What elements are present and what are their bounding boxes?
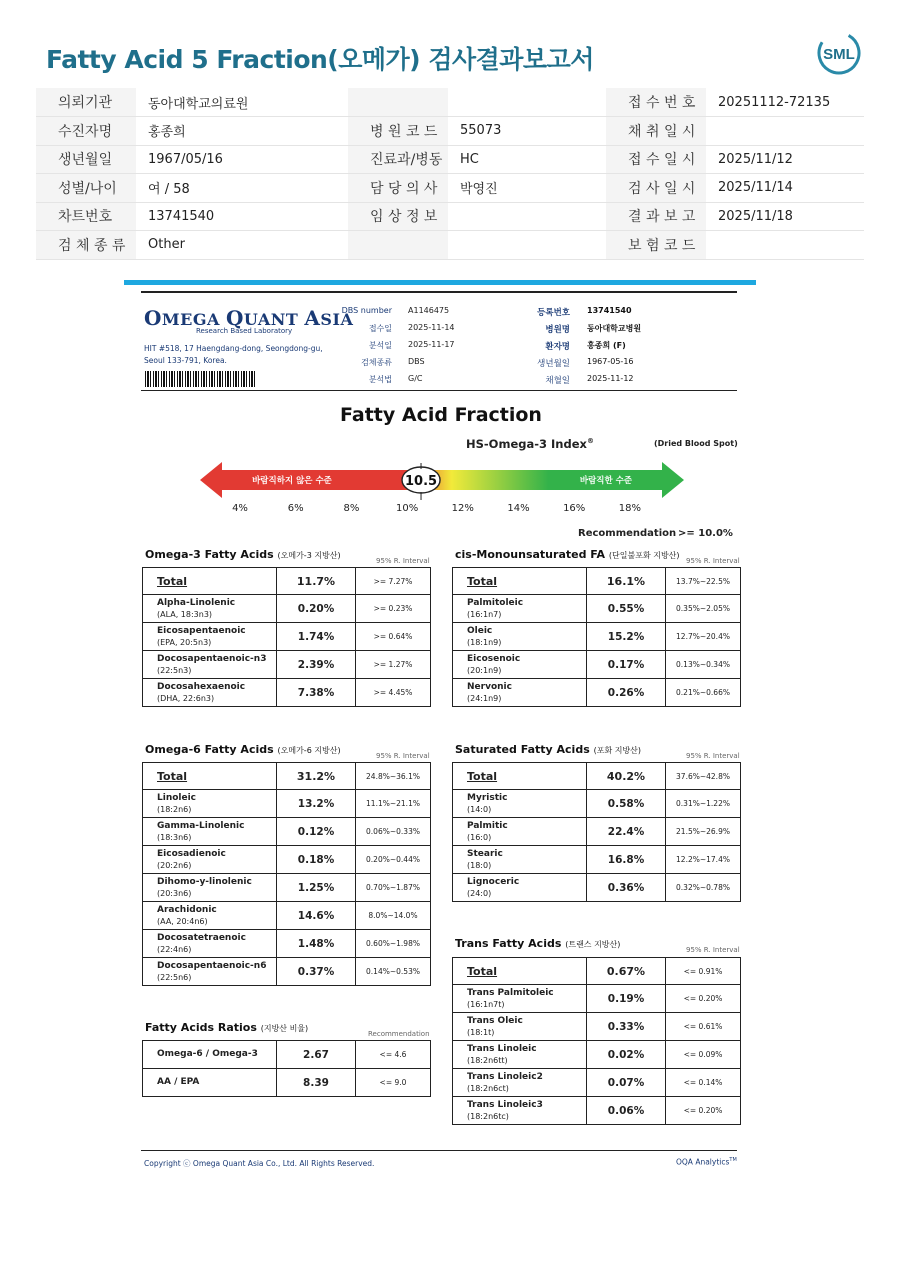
fatty-acid-value: 1.74% xyxy=(277,623,356,651)
scale-left-label: 바람직하지 않은 수준 xyxy=(252,476,332,486)
meta-label: 등록번호 xyxy=(537,308,570,318)
fatty-acid-range: 0.35%~2.05% xyxy=(666,595,741,623)
info-row xyxy=(36,88,864,117)
fatty-acid-label: Trans Palmitoleic xyxy=(467,987,554,998)
fatty-acid-label: Eicosenoic xyxy=(467,653,521,664)
omega3-title xyxy=(145,548,341,561)
meta-value: G/C xyxy=(408,374,423,383)
fatty-acid-code: (18:2n6) xyxy=(157,804,192,814)
info-row xyxy=(36,145,864,174)
scale-tick-label: 12% xyxy=(451,503,474,514)
table-row xyxy=(143,1069,431,1097)
fatty-acid-label: Nervonic xyxy=(467,681,512,692)
meta-label: 병원명 xyxy=(545,325,570,335)
ri-label: 95% R. Interval xyxy=(686,557,740,565)
fatty-acid-label: Oleic xyxy=(467,625,493,636)
fatty-acid-name xyxy=(453,651,587,679)
blue-divider xyxy=(124,280,756,285)
info-value xyxy=(706,231,864,260)
chart-title: Fatty Acid Fraction xyxy=(340,404,542,426)
lab-address-line-2: Seoul 133-791, Korea. xyxy=(144,356,227,365)
recommendation-label: Recommendation xyxy=(578,528,677,539)
meta-label: 환자명 xyxy=(545,342,570,352)
fatty-acid-range: <= 0.61% xyxy=(666,1013,741,1041)
fatty-acid-name xyxy=(453,985,587,1013)
sml-logo xyxy=(816,30,862,76)
fatty-acid-name xyxy=(453,623,587,651)
fatty-acid-value: 2.67 xyxy=(277,1041,356,1069)
table-row xyxy=(143,1041,431,1069)
fatty-acid-code: (DHA, 22:6n3) xyxy=(157,693,215,703)
info-label: 병 원 코 드 xyxy=(348,117,448,146)
fatty-acid-value: 15.2% xyxy=(587,623,666,651)
table-row xyxy=(453,874,741,902)
sml-logo-text: SML xyxy=(823,46,855,63)
fatty-acid-name xyxy=(143,623,277,651)
index-value: 10.5 xyxy=(404,474,438,489)
total-label: Total xyxy=(143,568,277,595)
ri-label: 95% R. Interval xyxy=(376,752,430,760)
scale-tick-label: 18% xyxy=(618,503,641,514)
index-value-marker xyxy=(402,463,440,500)
table-row xyxy=(143,623,431,651)
fatty-acid-label: Linoleic xyxy=(157,792,197,803)
meta-value: DBS xyxy=(408,357,425,366)
meta-label: 분석법 xyxy=(368,375,392,384)
fatty-acid-name xyxy=(453,1041,587,1069)
info-value: 박영진 xyxy=(448,174,606,203)
table-row xyxy=(143,846,431,874)
fatty-acid-range: 0.13%~0.34% xyxy=(666,651,741,679)
meta-value: 2025-11-14 xyxy=(408,323,455,332)
fatty-acid-range: 8.0%~14.0% xyxy=(356,902,431,930)
info-value: 2025/11/12 xyxy=(706,145,864,174)
fatty-acid-value: 13.2% xyxy=(277,790,356,818)
scale-tick-label: 4% xyxy=(232,503,248,514)
scale-tick-label: 16% xyxy=(563,503,586,514)
table-row xyxy=(453,846,741,874)
ri-label: 95% R. Interval xyxy=(686,752,740,760)
table-row xyxy=(143,818,431,846)
fatty-acid-label: Eicosadienoic xyxy=(157,848,226,859)
meta-label: 검체종류 xyxy=(361,358,392,367)
info-label: 검 사 일 시 xyxy=(606,174,706,203)
fatty-acid-code: (AA, 20:4n6) xyxy=(157,916,208,926)
scale-right-label: 바람직한 수준 xyxy=(579,476,633,486)
meta-value: 13741540 xyxy=(587,306,632,315)
fatty-acid-range: <= 0.20% xyxy=(666,985,741,1013)
info-label xyxy=(348,88,448,117)
fatty-acid-code: (20:1n9) xyxy=(467,665,502,675)
fatty-acid-range: >= 0.23% xyxy=(356,595,431,623)
fatty-acid-range: >= 4.45% xyxy=(356,679,431,707)
omega6-title-text: Omega-6 Fatty Acids xyxy=(145,743,274,756)
table-row xyxy=(453,623,741,651)
fatty-acid-value: 0.19% xyxy=(587,985,666,1013)
fatty-acid-value: 0.36% xyxy=(587,874,666,902)
info-value: 20251112-72135 xyxy=(706,88,864,117)
omega3-title-text: Omega-3 Fatty Acids xyxy=(145,548,274,561)
table-row xyxy=(453,651,741,679)
fatty-acid-range: 21.5%~26.9% xyxy=(666,818,741,846)
saturated-title xyxy=(455,743,641,756)
fatty-acid-name xyxy=(453,1097,587,1125)
meta-label: 접수일 xyxy=(368,324,392,333)
fatty-acid-label: Stearic xyxy=(467,848,503,859)
fatty-acid-range: 0.06%~0.33% xyxy=(356,818,431,846)
total-range: 24.8%~36.1% xyxy=(356,763,431,790)
info-value: 여 / 58 xyxy=(136,174,348,203)
fatty-acid-label: Lignoceric xyxy=(467,876,520,887)
table-row xyxy=(143,930,431,958)
table-row xyxy=(453,1013,741,1041)
info-label: 임 상 정 보 xyxy=(348,202,448,231)
meta-value: 1967-05-16 xyxy=(587,357,634,366)
fatty-acid-value: 0.06% xyxy=(587,1097,666,1125)
total-value: 40.2% xyxy=(587,763,666,790)
ratios-table xyxy=(142,1040,431,1097)
fatty-acid-name xyxy=(143,846,277,874)
total-row xyxy=(453,958,741,985)
scale-tick-label: 6% xyxy=(287,503,304,514)
fatty-acid-name xyxy=(143,874,277,902)
fatty-acid-value: 0.37% xyxy=(277,958,356,986)
fatty-acid-label: Trans Linoleic xyxy=(467,1043,537,1054)
fatty-acid-value: 16.8% xyxy=(587,846,666,874)
fatty-acid-value: 0.26% xyxy=(587,679,666,707)
ratios-title xyxy=(145,1021,308,1034)
total-label: Total xyxy=(453,763,587,790)
fatty-acid-value: 0.12% xyxy=(277,818,356,846)
total-row xyxy=(143,568,431,595)
total-range: 13.7%~22.5% xyxy=(666,568,741,595)
info-row xyxy=(36,202,864,231)
total-row xyxy=(453,763,741,790)
fatty-acid-value: 1.25% xyxy=(277,874,356,902)
fatty-acid-label: Myristic xyxy=(467,792,508,803)
omega3-title-sub: (오메가-3 지방산) xyxy=(277,551,341,560)
fatty-acid-code: (EPA, 20:5n3) xyxy=(157,637,212,647)
fatty-acid-range: 12.2%~17.4% xyxy=(666,846,741,874)
recommendation-value: >= 10.0% xyxy=(678,528,733,539)
fatty-acid-code: (16:1n7) xyxy=(467,609,502,619)
info-row xyxy=(36,231,864,260)
info-value: 13741540 xyxy=(136,202,348,231)
scale-tick-label: 14% xyxy=(507,503,530,514)
fatty-acid-label: Arachidonic xyxy=(157,904,217,915)
lab-subtitle: Research Based Laboratory xyxy=(196,327,293,335)
barcode xyxy=(145,371,257,387)
fatty-acid-code: (16:0) xyxy=(467,832,492,842)
fatty-acid-code: (14:0) xyxy=(467,804,492,814)
fatty-acid-name xyxy=(453,846,587,874)
fatty-acid-range: 0.70%~1.87% xyxy=(356,874,431,902)
table-row xyxy=(453,679,741,707)
fatty-acid-range: <= 9.0 xyxy=(356,1069,431,1097)
fatty-acid-range: 0.31%~1.22% xyxy=(666,790,741,818)
info-value: 홍종희 xyxy=(136,117,348,146)
table-row xyxy=(143,595,431,623)
info-label: 결 과 보 고 xyxy=(606,202,706,231)
fatty-acid-code: (18:2n6tc) xyxy=(467,1111,509,1121)
table-row xyxy=(143,651,431,679)
total-value: 11.7% xyxy=(277,568,356,595)
fatty-acid-code: (18:2n6ct) xyxy=(467,1083,509,1093)
info-label: 보 험 코 드 xyxy=(606,231,706,260)
info-value: 55073 xyxy=(448,117,606,146)
saturated-table xyxy=(452,762,741,902)
info-value xyxy=(448,88,606,117)
fatty-acid-name xyxy=(453,790,587,818)
fatty-acid-value: 0.33% xyxy=(587,1013,666,1041)
omega3-index-scale xyxy=(196,458,696,508)
fatty-acid-range: 0.60%~1.98% xyxy=(356,930,431,958)
ratios-title-text: Fatty Acids Ratios xyxy=(145,1021,257,1034)
table-row xyxy=(143,679,431,707)
meta-label: 채혈일 xyxy=(545,376,570,386)
total-range: <= 0.91% xyxy=(666,958,741,985)
info-value: 2025/11/14 xyxy=(706,174,864,203)
total-label: Total xyxy=(453,568,587,595)
fatty-acid-name xyxy=(453,818,587,846)
info-label xyxy=(348,231,448,260)
fatty-acid-value: 7.38% xyxy=(277,679,356,707)
info-label: 의뢰기관 xyxy=(36,88,136,117)
table-row xyxy=(453,595,741,623)
scale-tick-label: 10% xyxy=(395,503,419,514)
info-row xyxy=(36,117,864,146)
cismono-title xyxy=(455,548,680,561)
fatty-acid-name xyxy=(143,679,277,707)
meta-label: DBS number xyxy=(341,306,392,315)
fatty-acid-code: (24:0) xyxy=(467,888,492,898)
fatty-acid-value: 0.02% xyxy=(587,1041,666,1069)
ri-label: 95% R. Interval xyxy=(376,557,430,565)
fatty-acid-value: 8.39 xyxy=(277,1069,356,1097)
fatty-acid-code: (18:1n9) xyxy=(467,637,502,647)
fatty-acid-label: Omega-6 / Omega-3 xyxy=(157,1049,258,1059)
meta-value: 동아대학교병원 xyxy=(587,324,642,333)
ri-label: 95% R. Interval xyxy=(686,946,740,954)
total-row xyxy=(453,568,741,595)
fatty-acid-label: Trans Linoleic3 xyxy=(467,1099,543,1110)
ratios-title-sub: (지방산 비율) xyxy=(260,1024,309,1033)
fatty-acid-range: >= 0.64% xyxy=(356,623,431,651)
cismono-table xyxy=(452,567,741,707)
fatty-acid-code: (22:5n3) xyxy=(157,665,192,675)
omega-quant-asia-logo: OMEGA QUANT ASIA xyxy=(144,306,354,330)
info-label: 담 당 의 사 xyxy=(348,174,448,203)
meta-value: 홍종희 (F) xyxy=(587,341,626,350)
fatty-acid-code: (18:0) xyxy=(467,860,492,870)
fatty-acid-label: AA / EPA xyxy=(157,1077,200,1087)
report-header-rule xyxy=(141,390,737,391)
copyright: Copyright ⓒ Omega Quant Asia Co., Ltd. All Rights Reserved. xyxy=(144,1159,375,1168)
info-value: 2025/11/18 xyxy=(706,202,864,231)
fatty-acid-name xyxy=(143,930,277,958)
fatty-acid-label: Docosatetraenoic xyxy=(157,932,246,943)
table-row xyxy=(143,902,431,930)
info-value: 동아대학교의료원 xyxy=(136,88,348,117)
total-label: Total xyxy=(143,763,277,790)
sample-type-note: (Dried Blood Spot) xyxy=(654,439,738,448)
meta-value: A1146475 xyxy=(408,306,450,315)
fatty-acid-name xyxy=(143,1069,277,1097)
omega6-title-sub: (오메가-6 지방산) xyxy=(277,746,341,755)
fatty-acid-range: <= 0.09% xyxy=(666,1041,741,1069)
total-range: 37.6%~42.8% xyxy=(666,763,741,790)
footer-brand: OQA Analytics™ xyxy=(676,1157,737,1167)
info-label: 채 취 일 시 xyxy=(606,117,706,146)
info-label: 수진자명 xyxy=(36,117,136,146)
fatty-acid-range: 0.20%~0.44% xyxy=(356,846,431,874)
fatty-acid-label: Palmitic xyxy=(467,820,508,831)
info-label: 검 체 종 류 xyxy=(36,231,136,260)
table-row xyxy=(453,818,741,846)
info-label: 생년월일 xyxy=(36,145,136,174)
trans-title-sub: (트랜스 지방산) xyxy=(565,940,621,949)
fatty-acid-value: 2.39% xyxy=(277,651,356,679)
fatty-acid-code: (18:3n6) xyxy=(157,832,192,842)
fatty-acid-name xyxy=(453,874,587,902)
total-label: Total xyxy=(453,958,587,985)
table-row xyxy=(453,1041,741,1069)
table-row xyxy=(143,874,431,902)
cismono-title-sub: (단일불포화 지방산) xyxy=(608,551,680,560)
info-label: 접 수 일 시 xyxy=(606,145,706,174)
fatty-acid-name xyxy=(143,651,277,679)
ri-label: Recommendation xyxy=(368,1030,430,1038)
fatty-acid-label: Trans Linoleic2 xyxy=(467,1071,543,1082)
fatty-acid-range: <= 4.6 xyxy=(356,1041,431,1069)
fatty-acid-range: 11.1%~21.1% xyxy=(356,790,431,818)
fatty-acid-range: >= 1.27% xyxy=(356,651,431,679)
fatty-acid-code: (18:1t) xyxy=(467,1027,495,1037)
fatty-acid-range: <= 0.20% xyxy=(666,1097,741,1125)
info-label: 접 수 번 호 xyxy=(606,88,706,117)
total-value: 31.2% xyxy=(277,763,356,790)
fatty-acid-name xyxy=(143,958,277,986)
fatty-acid-code: (20:2n6) xyxy=(157,860,192,870)
info-label: 진료과/병동 xyxy=(348,145,448,174)
total-row xyxy=(143,763,431,790)
fatty-acid-range: 0.32%~0.78% xyxy=(666,874,741,902)
fatty-acid-name xyxy=(143,595,277,623)
fatty-acid-code: (24:1n9) xyxy=(467,693,502,703)
info-value xyxy=(706,117,864,146)
info-value: HC xyxy=(448,145,606,174)
fatty-acid-name xyxy=(143,790,277,818)
fatty-acid-code: (16:1n7t) xyxy=(467,999,505,1009)
fatty-acid-name xyxy=(453,1069,587,1097)
fatty-acid-name xyxy=(453,679,587,707)
fatty-acid-name xyxy=(453,595,587,623)
info-value: Other xyxy=(136,231,348,260)
omega6-table xyxy=(142,762,431,986)
fatty-acid-label: Docosapentaenoic-n6 xyxy=(157,960,267,971)
fatty-acid-value: 0.18% xyxy=(277,846,356,874)
fatty-acid-value: 14.6% xyxy=(277,902,356,930)
info-label: 성별/나이 xyxy=(36,174,136,203)
total-range: >= 7.27% xyxy=(356,568,431,595)
fatty-acid-range: 12.7%~20.4% xyxy=(666,623,741,651)
fatty-acid-label: Eicosapentaenoic xyxy=(157,625,246,636)
fatty-acid-value: 0.17% xyxy=(587,651,666,679)
footer-rule xyxy=(141,1150,737,1151)
fatty-acid-label: Palmitoleic xyxy=(467,597,524,608)
table-row xyxy=(453,1097,741,1125)
fatty-acid-range: 0.14%~0.53% xyxy=(356,958,431,986)
trans-title xyxy=(455,937,620,950)
fatty-acid-range: 0.21%~0.66% xyxy=(666,679,741,707)
meta-value: 2025-11-17 xyxy=(408,340,455,349)
total-value: 16.1% xyxy=(587,568,666,595)
report-top-rule xyxy=(141,291,737,293)
fatty-acid-code: (22:4n6) xyxy=(157,944,192,954)
fatty-acid-label: Alpha-Linolenic xyxy=(157,597,236,608)
meta-label: 분석일 xyxy=(368,341,392,350)
fatty-acid-value: 0.58% xyxy=(587,790,666,818)
meta-value: 2025-11-12 xyxy=(587,374,634,383)
patient-info-table xyxy=(36,88,864,260)
fatty-acid-label: Docosapentaenoic-n3 xyxy=(157,653,267,664)
page-title: Fatty Acid 5 Fraction(오메가) 검사결과보고서 xyxy=(46,45,594,74)
fatty-acid-name xyxy=(143,818,277,846)
trans-table xyxy=(452,957,741,1125)
omega3-table xyxy=(142,567,431,707)
fatty-acid-name xyxy=(143,902,277,930)
table-row xyxy=(143,790,431,818)
table-row xyxy=(453,790,741,818)
trans-title-text: Trans Fatty Acids xyxy=(455,937,562,950)
fatty-acid-value: 0.55% xyxy=(587,595,666,623)
table-row xyxy=(453,1069,741,1097)
fatty-acid-code: (22:5n6) xyxy=(157,972,192,982)
fatty-acid-range: <= 0.14% xyxy=(666,1069,741,1097)
info-row xyxy=(36,174,864,203)
saturated-title-text: Saturated Fatty Acids xyxy=(455,743,590,756)
table-row xyxy=(453,985,741,1013)
fatty-acid-value: 0.20% xyxy=(277,595,356,623)
scale-tick-label: 8% xyxy=(343,503,360,514)
fatty-acid-code: (18:2n6tt) xyxy=(467,1055,508,1065)
info-value xyxy=(448,202,606,231)
fatty-acid-label: Dihomo-y-linolenic xyxy=(157,876,252,887)
cismono-title-text: cis-Monounsaturated FA xyxy=(455,548,606,561)
fatty-acid-label: Docosahexaenoic xyxy=(157,681,246,692)
total-value: 0.67% xyxy=(587,958,666,985)
fatty-acid-label: Gamma-Linolenic xyxy=(157,820,245,831)
fatty-acid-code: (ALA, 18:3n3) xyxy=(157,609,213,619)
fatty-acid-value: 1.48% xyxy=(277,930,356,958)
saturated-title-sub: (포화 지방산) xyxy=(593,746,642,755)
fatty-acid-value: 22.4% xyxy=(587,818,666,846)
info-value xyxy=(448,231,606,260)
fatty-acid-code: (20:3n6) xyxy=(157,888,192,898)
info-label: 차트번호 xyxy=(36,202,136,231)
omega6-title xyxy=(145,743,341,756)
fatty-acid-name xyxy=(143,1041,277,1069)
table-row xyxy=(143,958,431,986)
index-title: HS-Omega-3 Index® xyxy=(466,437,594,451)
lab-address-line-1: HIT #518, 17 Haengdang-dong, Seongdong-gu, xyxy=(144,344,323,353)
fatty-acid-value: 0.07% xyxy=(587,1069,666,1097)
info-value: 1967/05/16 xyxy=(136,145,348,174)
fatty-acid-name xyxy=(453,1013,587,1041)
fatty-acid-label: Trans Oleic xyxy=(467,1015,523,1026)
meta-label: 생년월일 xyxy=(537,359,570,369)
